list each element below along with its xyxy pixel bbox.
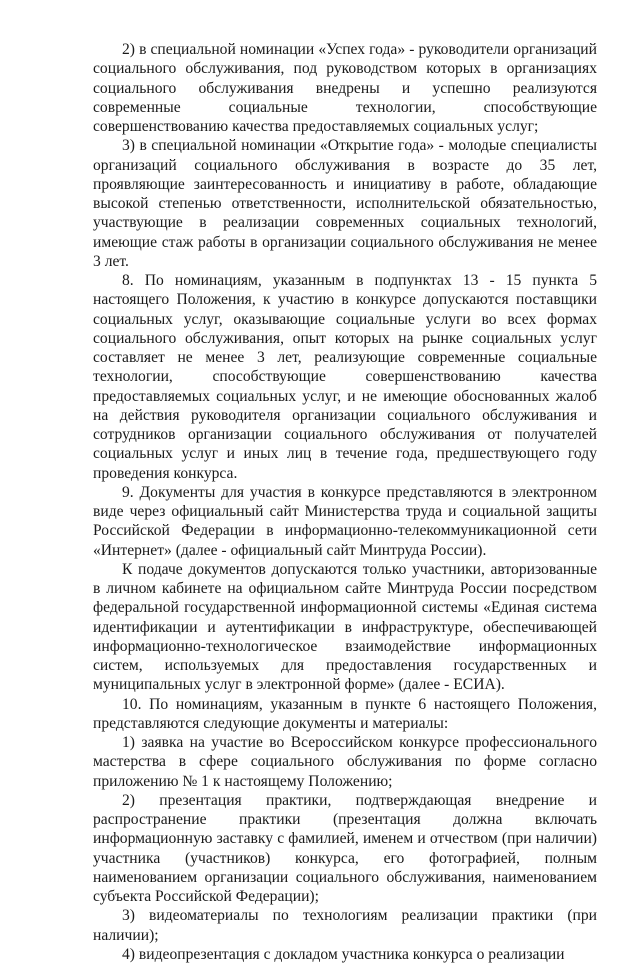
paragraph-clause-9: 9. Документы для участия в конкурсе представляются в электронном виде через официальный сайт Министерства труда и социальной защиты Российской Федерации в информационно-телекоммуникационной сети «Интернет» (далее - официальный сайт Минтруда России). [93,483,597,559]
list-item-presentation: 2) презентация практики, подтверждающая внедрение и распространение практики (презентация должна включать информационную заставку с фамилией, именем и отчеством (при наличии) участника (участников) конкурса, его фотографией, полным наименованием организации социального обслуживания, наименованием субъекта Российской Федерации); [93,791,597,905]
paragraph-nomination-success: 2) в специальной номинации «Успех года» - руководители организаций социального обслуживания, под руководством которых в организациях социального обслуживания внедрены и успешно реализуются современные социальные технологии, способствующие совершенствованию качества предоставляемых социальных услуг; [93,41,597,135]
paragraph-nomination-discovery: 3) в специальной номинации «Открытие года» - молодые специалисты организаций социального обслуживания в возрасте до 35 лет, проявляющие заинтересованность и инициативу в работе, обладающие высокой степенью ответственности, исполнительской обязательностью, участвующие в реализации современных социальных технологий, имеющие стаж работы в организации социального обслуживания не менее 3 лет. [93,137,597,270]
document-body [93,40,597,964]
paragraph-clause-10: 10. По номинациям, указанным в пункте 6 настоящего Положения, представляются следующие документы и материалы: [93,695,597,732]
paragraph-clause-8: 8. По номинациям, указанным в подпунктах 13 - 15 пункта 5 настоящего Положения, к участию в конкурсе допускаются поставщики социальных услуг, оказывающие социальные услуги во всех формах социального обслуживания, опыт которых на рынке социальных услуг составляет не менее 3 лет, реализующие современные социальные технологии, способствующие совершенствованию качества предоставляемых социальных услуг, и не имеющие обоснованных жалоб на действия руководителя организации социального обслуживания и сотрудников организации социального обслуживания от получателей социальных услуг и иных лиц в течение года, предшествующего году проведения конкурса. [93,272,597,482]
list-item-video-presentation: 4) видеопрезентация с докладом участника конкурса о реализации [122,945,565,963]
paragraph-esia-access: К подаче документов допускаются только участники, авторизованные в личном кабинете на официальном сайте Минтруда России посредством федеральной государственной информационной системы «Единая система идентификации и аутентификации в инфраструктуре, обеспечивающей информационно-технологическое взаимодействие информационных систем, используемых для предоставления государственных и муниципальных услуг в электронной форме» (далее - ЕСИА). [93,560,597,694]
list-item-application: 1) заявка на участие во Всероссийском конкурсе профессионального мастерства в сфере социального обслуживания по форме согласно приложению № 1 к настоящему Положению; [93,734,597,790]
list-item-video-materials: 3) видеоматериалы по технологиям реализации практики (при наличии); [93,907,597,944]
